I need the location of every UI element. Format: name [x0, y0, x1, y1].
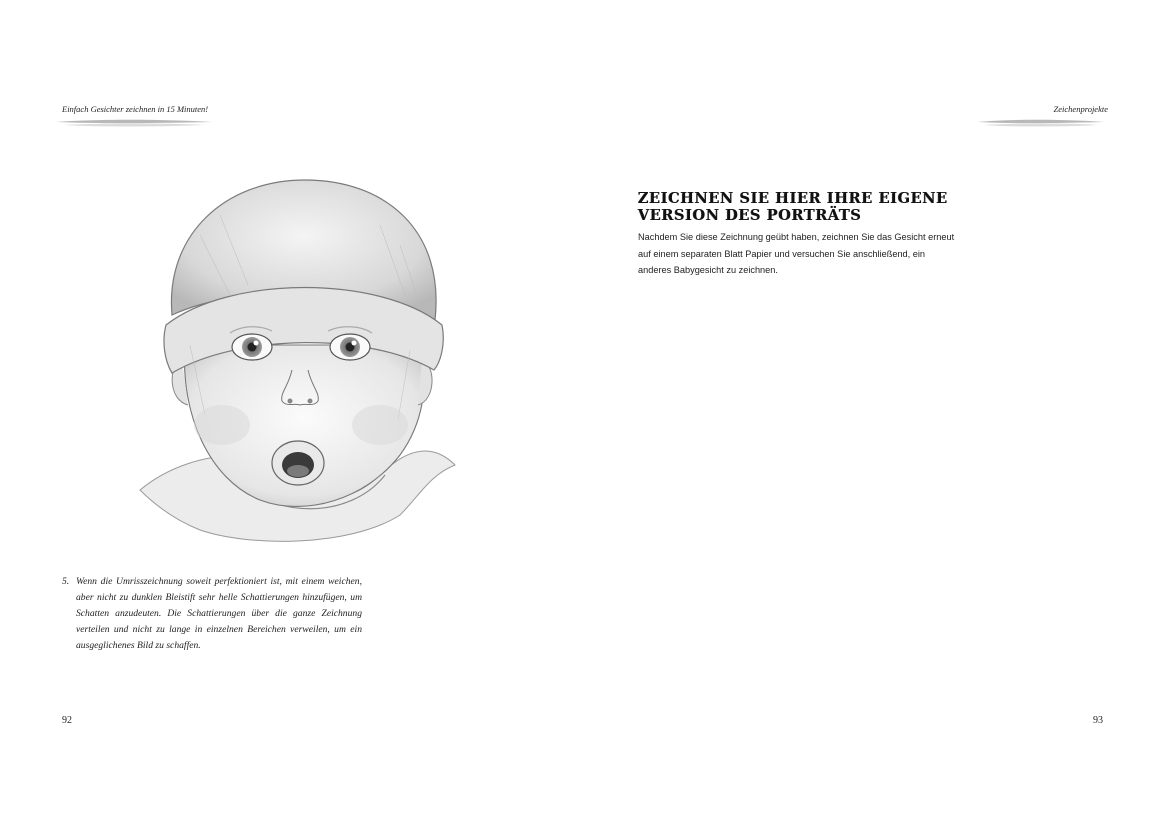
brush-stroke-right: [976, 117, 1106, 129]
page-number-right: 93: [1093, 715, 1103, 726]
page-number-left: 92: [62, 715, 72, 726]
step-number: 5.: [62, 576, 70, 587]
running-head-left: Einfach Gesichter zeichnen in 15 Minuten!: [62, 104, 209, 114]
step-text: Wenn die Umrisszeichnung soweit perfektioniert ist, mit einem weichen, aber nicht zu dunklen Bleistift sehr helle Schattierungen hinzufügen, um Schatten anzudeuten. Die Schattierungen über die ganze Zeichnung verteilen und nicht zu lange in einzelnen Bereichen verweilen, um ein ausgeglichenes Bild zu schaffen.: [76, 576, 362, 651]
instruction-step: [62, 574, 362, 654]
brush-stroke-left: [54, 117, 214, 129]
baby-portrait-sketch: [130, 175, 465, 550]
body-paragraph: Nachdem Sie diese Zeichnung geübt haben, zeichnen Sie das Gesicht erneut auf einem separaten Blatt Papier und versuchen Sie anschließend, ein anderes Babygesicht zu zeichnen.: [638, 232, 955, 275]
section-title: ZEICHNEN SIE HIER IHRE EIGENE VERSION DES PORTRÄTS: [638, 190, 948, 224]
running-head-right: Zeichenprojekte: [1053, 104, 1108, 114]
